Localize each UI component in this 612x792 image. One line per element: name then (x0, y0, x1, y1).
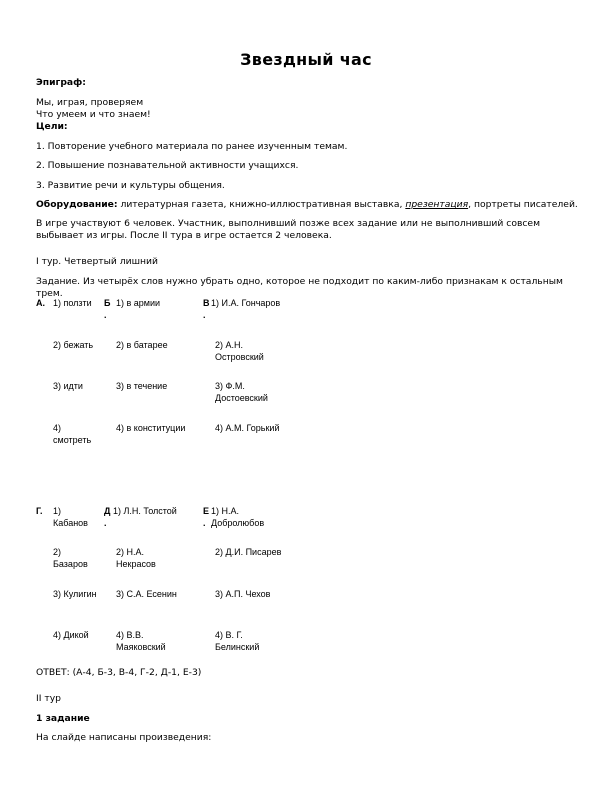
round2-task1-label: 1 задание (36, 713, 90, 724)
goal-item: 1. Повторение учебного материала по ранее изученным темам. (36, 141, 348, 152)
presentation-link[interactable]: презентация (405, 199, 469, 210)
group-letter-v-dot: . (203, 310, 206, 320)
option-cell: 4) в конституции (116, 423, 186, 433)
page-title: Звездный час (240, 50, 372, 69)
equipment-text-end: , портреты писателей. (468, 199, 578, 210)
option-cell: 3) Ф.М. Достоевский (215, 381, 268, 403)
option-cell: 1) Н.А. Добролюбов (211, 506, 265, 528)
option-cell: 2) Базаров (53, 547, 88, 569)
group-letter-e: Е (203, 506, 210, 516)
option-cell: 2) Н.А. Некрасов (116, 547, 156, 569)
option-cell: 3) Кулигин (53, 589, 97, 599)
option-cell: 4) В.В. Маяковский (116, 630, 166, 652)
equipment-paragraph (36, 199, 581, 211)
epigraph-label: Эпиграф: (36, 77, 86, 88)
group-letter-g: Г. (36, 506, 43, 516)
option-cell: 2) бежать (53, 340, 94, 350)
option-cell: 3) в течение (116, 381, 168, 391)
option-cell: 4) А.М. Горький (215, 423, 280, 433)
round2-heading: II тур (36, 693, 61, 704)
goal-item: 2. Повышение познавательной активности учащихся. (36, 160, 299, 171)
option-cell: 1) И.А. Гончаров (211, 298, 281, 308)
equipment-text: литературная газета, книжно-иллюстративная выставка, (117, 199, 406, 210)
round1-heading: I тур. Четвертый лишний (36, 256, 158, 267)
goal-item: 3. Развитие речи и культуры общения. (36, 180, 225, 191)
round1-task: Задание. Из четырёх слов нужно убрать одно, которое не подходит по каким-либо признакам к остальным трем. (36, 276, 563, 299)
group-letter-b-dot: . (104, 310, 107, 320)
option-cell: 1) в армии (116, 298, 161, 308)
group-letter-v: В (203, 298, 210, 308)
epigraph-line-2: Что умеем и что знаем! (36, 109, 151, 120)
group-letter-d: Д (104, 506, 111, 516)
option-cell: 2) Д.И. Писарев (215, 547, 282, 557)
equipment-label: Оборудование: (36, 199, 118, 210)
option-cell: 4) Дикой (53, 630, 89, 640)
option-cell: 3) А.П. Чехов (215, 589, 271, 599)
group-letter-e-dot: . (203, 518, 206, 528)
group-letter-b: Б (104, 298, 111, 308)
round2-task1-text: На слайде написаны произведения: (36, 732, 212, 743)
option-cell: 4) В. Г. Белинский (215, 630, 260, 652)
option-cell: 3) идти (53, 381, 83, 391)
option-cell: 1) ползти (53, 298, 92, 308)
option-cell: 2) А.Н. Островский (215, 340, 264, 362)
option-cell: 3) С.А. Есенин (116, 589, 177, 599)
group-letter-d-dot: . (104, 518, 107, 528)
epigraph-line-1: Мы, играя, проверяем (36, 97, 144, 108)
option-cell: 1) Кабанов (53, 506, 88, 528)
option-cell: 4) смотреть (53, 423, 92, 445)
goals-label: Цели: (36, 121, 68, 132)
answer-text: ОТВЕТ: (А-4, Б-3, В-4, Г-2, Д-1, Е-3) (36, 667, 202, 678)
option-cell: 1) Л.Н. Толстой (113, 506, 177, 516)
group-letter-a: А. (36, 298, 45, 308)
rules-paragraph: В игре участвуют 6 человек. Участник, выполнивший позже всех задание или не выполнивший совсем выбывает из игры. После II тура в игре остается 2 человека. (36, 218, 540, 241)
option-cell: 2) в батарее (116, 340, 168, 350)
